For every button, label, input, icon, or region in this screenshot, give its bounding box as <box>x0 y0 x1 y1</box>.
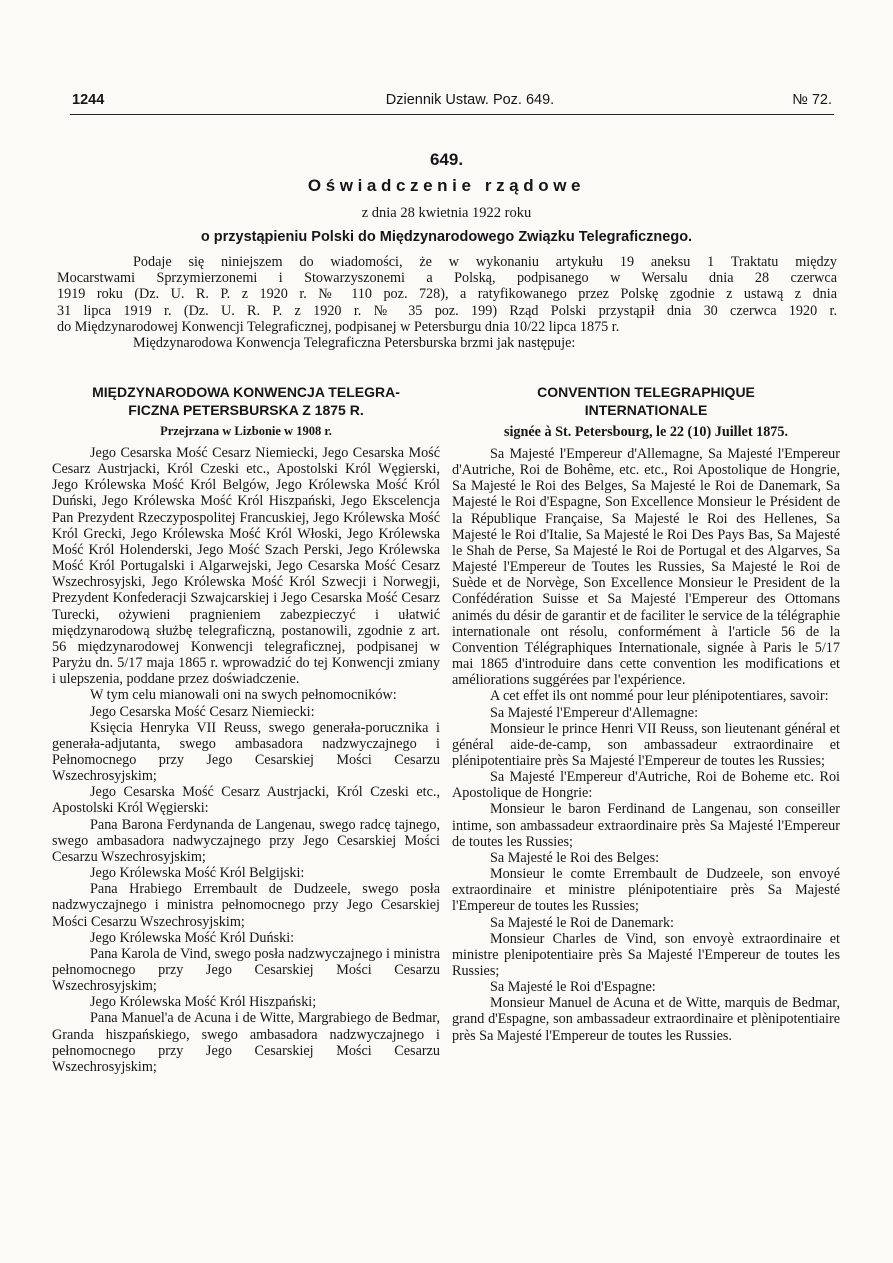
paragraph: Monsieur le baron Ferdinand de Langenau, son conseiller intime, son ambassadeur extraordinaire près Sa Majesté l'Empereur de toutes les Russies; <box>452 801 840 850</box>
paragraph: Jego Królewska Mość Król Hiszpański; <box>90 994 317 1011</box>
french-column <box>452 384 840 1044</box>
header-rule <box>70 114 834 115</box>
paragraph: Jego Cesarska Mość Cesarz Niemiecki, Jego Cesarska Mość Cesarz Austrjacki, Król Czeski etc., Apostolski Król Węgierski, Jego Królewska Mość Król Belgów, Jego Królewska Mość Król Duński, Jego Królewska Mość Król Hiszpański, Jego Ekscelencja Pan Prezydent Rzeczypospolitej Francuskiej, Jego Królewska Mość Król Grecki, Jego Królewska Mość Król Włoski, Jego Królewska Mość Król Holenderski, Jego Mość Szach Perski, Jego Królewska Mość Król Portugalski i Algarwejski, Jego Cesarska Mość Cesarz Wszechrosyjski, Jego Królewska Mość Król Szwecji i Norwegji, Prezydent Konfederacji Szwajcarskiej i Jego Cesarska Mość Cesarz Turecki, ożywieni pragnieniem zabezpieczyć i ułatwić międzynarodową służbę telegraficzną, postanowili, zgodnie z art. 56 międzynarodowej Konwencji telegraficznej, podpisanej w Paryżu dn. 5/17 maja 1865 r. wprowadzić do tej Konwencji zmiany i ulepszenia, poddane przez doświadczenie. <box>52 445 440 688</box>
paragraph: Pana Barona Ferdynanda de Langenau, swego radcę tajnego, swego ambasadora nadwyczajnego przy Jego Cesarskiej Mości Cesarzu Wszechrosyjskim; <box>52 816 440 865</box>
paragraph: Sa Majesté l'Empereur d'Allemagne, Sa Majesté l'Empereur d'Autriche, Roi de Bohême, etc. etc., Roi Apostolique de Hongrie, Sa Majesté le Roi des Belges, Sa Majesté le Roi de Danemark, Sa Majesté le Roi d'Espagne, Son Excellence Monsieur le Président de la République Française, Sa Majesté le Roi des Hellenes, Sa Majesté le Roi d'Italie, Sa Majesté le Roi Des Pays Bas, Sa Majesté le Shah de Perse, Sa Majesté le Roi de Portugal et des Algarves, Sa Majesté l'Empereur de Toutes les Russies, Sa Majesté le Roi de Suède et de Norvège, Son Excellence Monsieur le President de la Confédération Suisse et Sa Majesté l'Empereur des Ottomans animés du désir de garantir et de faciliter le service de la télégraphie internationale ont résolu, conformément à l'article 56 de la Convention Télégraphiques Internationale, signée à Paris le 5/17 mai 1865 d'introduire dans cette convention les modifications et améliorations suggérées par l'expérience. <box>452 446 840 689</box>
page-number: 1244 <box>72 92 105 108</box>
page-header <box>72 92 832 112</box>
column-title-line: FICZNA PETERSBURSKA Z 1875 R. <box>128 401 364 418</box>
issue-number: № 72. <box>792 92 832 108</box>
paragraph: Pana Hrabiego Errembault de Dudzeele, swego posła nadzwyczajnego i ministra pełnomocnego przy Jego Cesarskiej Mości Cesarzu Wszechrosyjskim; <box>52 881 440 930</box>
paragraph: Jego Cesarska Mość Cesarz Austrjacki, Król Czeski etc., Apostolski Król Węgierski: <box>52 784 440 817</box>
paragraph: W tym celu mianowali oni na swych pełnomocników: <box>90 687 397 704</box>
paragraph: Jego Królewska Mość Król Duński: <box>90 929 295 946</box>
column-title-line: CONVENTION TELEGRAPHIQUE <box>537 384 755 400</box>
intro-paragraph <box>57 254 837 351</box>
paragraph: Sa Majesté le Roi des Belges: <box>490 849 660 866</box>
paragraph: Pana Manuel'a de Acuna i de Witte, Margrabiego de Bedmar, Granda hiszpańskiego, swego ambasadora nadzwyczajnego i pełnomocnego przy Jego Cesarskiej Mości Cesarzu Wszechrosyjskim; <box>52 1010 440 1075</box>
column-subtitle: Przejrzana w Lizbonie w 1908 r. <box>160 424 332 438</box>
paragraph: Sa Majesté le Roi de Danemark: <box>490 914 674 931</box>
column-title-line: MIĘDZYNARODOWA KONWENCJA TELEGRA- <box>92 384 400 400</box>
intro-line: Podaje się niniejszem do wiadomości, że w wykonaniu artykułu 19 aneksu 1 Traktatu między <box>133 254 837 270</box>
intro-line: 1919 roku (Dz. U. R. P. z 1920 r. № 110 poz. 728), a ratyfikowanego przez Polskę zgodnie z ustawą z dnia <box>57 286 837 303</box>
intro-line: 31 lipca 1919 r. (Dz. U. R. P. z 1920 r. № 35 poz. 199) Rząd Polski przystąpił dnia 30 czerwca 1920 r. <box>57 302 837 319</box>
column-subtitle: signée à St. Petersbourg, le 22 (10) Juillet 1875. <box>503 424 789 440</box>
document-number: 649. <box>429 150 464 169</box>
paragraph: Sa Majesté l'Empereur d'Allemagne: <box>490 704 699 721</box>
column-body <box>52 445 440 1075</box>
paragraph: Sa Majesté le Roi d'Espagne: <box>490 979 656 996</box>
intro-line: Międzynarodowa Konwencja Telegraficzna Petersburska brzmi jak następuje: <box>133 334 576 351</box>
document-subject: o przystąpieniu Polski do Międzynarodowego Związku Telegraficznego. <box>200 229 693 245</box>
paragraph: Monsieur Manuel de Acuna et de Witte, marquis de Bedmar, grand d'Espagne, son ambassadeur extraordinaire et plènipotentiaire près Sa Majesté l'Empereur de toutes les Russies. <box>452 995 840 1044</box>
polish-column <box>52 384 440 1075</box>
paragraph: Pana Karola de Vind, swego posła nadzwyczajnego i ministra pełnomocnego przy Jego Cesarskiej Mości Cesarzu Wszechrosyjskim; <box>52 945 440 995</box>
document-title: Oświadczenie rządowe <box>307 176 586 195</box>
paragraph: Monsieur Charles de Vind, son envoyè extraordinaire et ministre plenipotentiaire près Sa Majesté l'Empereur de toutes les Russies; <box>452 930 840 979</box>
intro-line: Mocarstwami Sprzymierzonemi i Stowarzyszonemi a Polską, podpisanego w Wersalu dnia 28 czerwca <box>57 270 837 287</box>
paragraph: Jego Cesarska Mość Cesarz Niemiecki: <box>90 703 315 720</box>
column-title-line: INTERNATIONALE <box>584 401 708 418</box>
paragraph: A cet effet ils ont nommé pour leur plénipotentiares, savoir: <box>490 688 829 705</box>
column-body <box>452 446 840 1044</box>
paragraph: Jego Królewska Mość Król Belgijski: <box>90 865 305 882</box>
journal-title: Dziennik Ustaw. Poz. 649. <box>385 92 555 108</box>
paragraph: Sa Majesté l'Empereur d'Autriche, Roi de Boheme etc. Roi Apostolique de Hongrie: <box>452 769 840 802</box>
paragraph: Monsieur le comte Errembault de Dudzeele, son envoyé extraordinaire et ministre plénipotentiaire près Sa Majesté l'Empereur de toutes les Russies; <box>452 866 840 915</box>
intro-line: do Międzynarodowej Konwencji Telegraficznej, podpisanej w Petersburgu dnia 10/22 lipca 1875 r. <box>57 318 620 335</box>
paragraph: Monsieur le prince Henri VII Reuss, son lieutenant général et général aide-de-camp, son ambassadeur extraordinaire et plénipotentiaire près Sa Majesté l'Empereur de toutes les Russies; <box>452 720 840 769</box>
document-date: z dnia 28 kwietnia 1922 roku <box>361 205 532 221</box>
paragraph: Księcia Henryka VII Reuss, swego generała-porucznika i generała-adjutanta, swego ambasadora nadzwyczajnego i Pełnomocnego przy Jego Cesarskiej Mości Cesarzu Wszechrosyjskim; <box>52 719 440 785</box>
